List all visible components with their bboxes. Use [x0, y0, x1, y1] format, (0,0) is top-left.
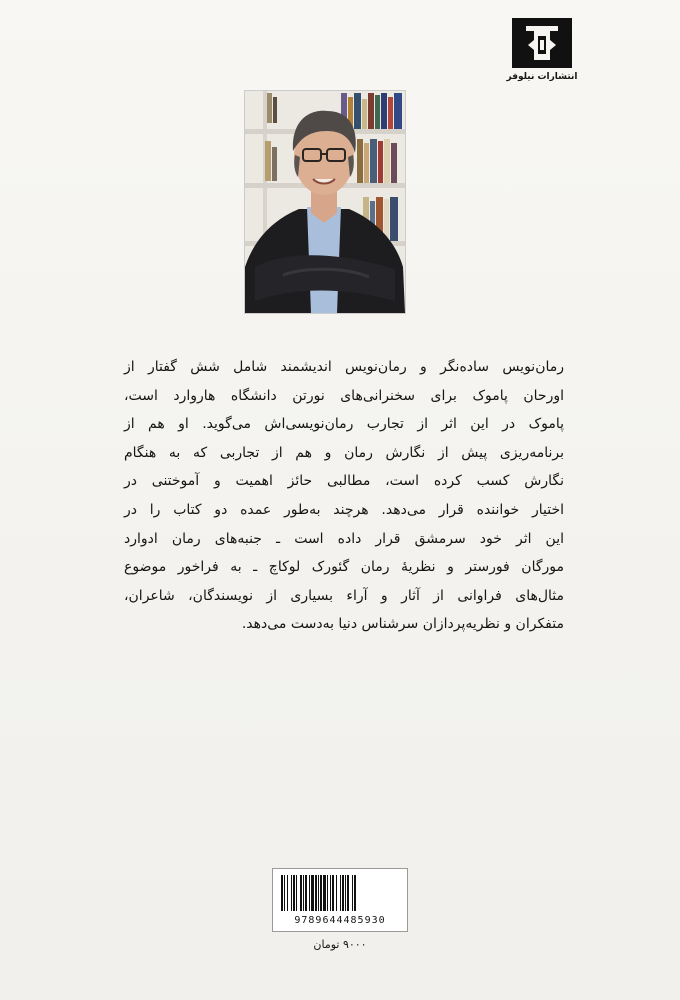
barcode-bars-icon [279, 875, 401, 913]
barcode-bar [327, 875, 328, 911]
barcode-bar [320, 875, 322, 911]
barcode-bar [332, 875, 334, 911]
barcode-bar [287, 875, 288, 911]
barcode-bar [330, 875, 331, 911]
author-photo [244, 90, 406, 314]
barcode-bar [318, 875, 319, 911]
barcode-bar [296, 875, 297, 911]
description-line: متفکران و نظریه‌پردازان سرشناس دنیا به‌دست می‌دهد. [241, 616, 564, 633]
barcode-bar [284, 875, 285, 911]
description-line: مثال‌های فراوانی از آثار و آراء بسیاری از نویسندگان، شاعران، [124, 587, 564, 604]
barcode-bar [305, 875, 307, 911]
barcode-bar [342, 875, 344, 911]
isbn-barcode [272, 868, 408, 932]
publisher-name: انتشارات نیلوفر [506, 72, 578, 82]
barcode-bar [336, 875, 337, 911]
barcode-bar [345, 875, 346, 911]
barcode-bar [311, 875, 314, 911]
description-line: مورگان فورستر و نظریهٔ رمان گئورک لوکاچ ـ به فراخور موضوع [124, 559, 564, 576]
barcode-bar [303, 875, 304, 911]
isbn-number: 9789644485930 [294, 915, 386, 926]
barcode-bar [340, 875, 341, 911]
barcode-bar [309, 875, 310, 911]
description-line: این اثر خود سرمشق قرار داده است ـ جنبه‌های رمان ادوارد [124, 530, 564, 547]
description-line: برنامه‌ریزی پیش از نگارش رمان و هم از تجاربی که به هنگام [124, 444, 564, 461]
barcode-bar [354, 875, 356, 911]
barcode-bar [300, 875, 302, 911]
description-line: پاموک در این اثر از تجارب رمان‌نویسی‌اش می‌گوید. او هم از [124, 416, 564, 433]
barcode-bar [291, 875, 292, 911]
publisher-logo-icon [512, 18, 572, 68]
barcode-bar [293, 875, 295, 911]
price-label: ۹۰۰۰ تومان [313, 938, 367, 951]
description-line: اختیار خواننده قرار می‌دهد. هرچند به‌طور عمده دو کتاب را در [124, 501, 564, 518]
barcode-bar [281, 875, 283, 911]
description-line: رمان‌نویس ساده‌نگر و رمان‌نویس اندیشمند شامل شش گفتار از [124, 359, 564, 375]
barcode-bar [347, 875, 349, 911]
barcode-bar [323, 875, 326, 911]
barcode-bar [315, 875, 317, 911]
barcode-bar [352, 875, 353, 911]
description-line: اورحان پاموک برای سخنرانی‌های نورتن دانشگاه هاروارد است، [124, 387, 564, 404]
description-line: نگارش کسب کرده است، مطالبی حائز اهمیت و آموختنی در [124, 473, 564, 490]
book-description [124, 353, 564, 639]
